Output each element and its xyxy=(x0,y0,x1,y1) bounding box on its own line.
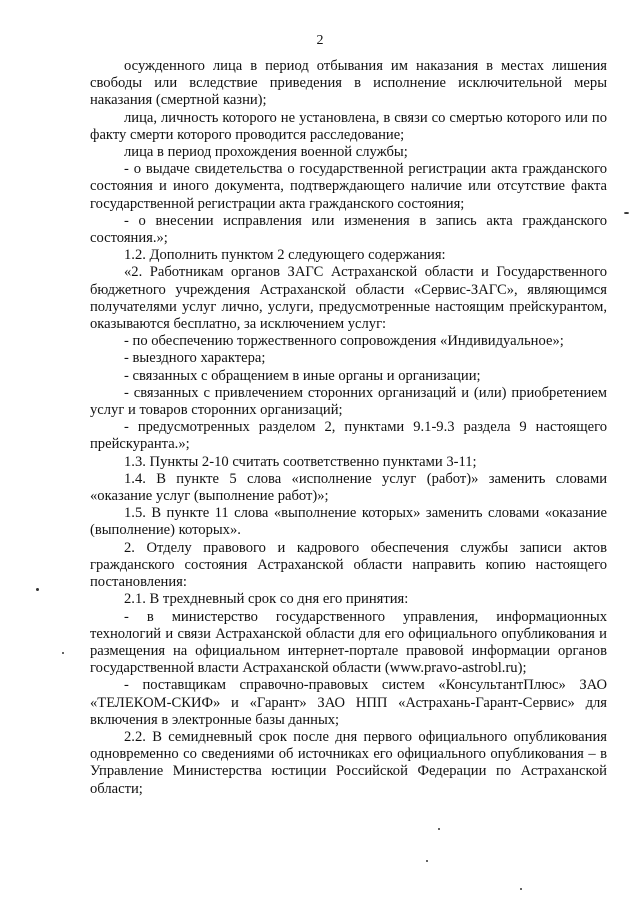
scan-speck xyxy=(624,212,629,214)
paragraph-14: 1.4. В пункте 5 слова «исполнение услуг (работ)» заменить словами «оказание услуг (выполнение работ)»; xyxy=(90,470,607,505)
paragraph-8: - по обеспечению торжественного сопровождения «Индивидуальное»; xyxy=(124,333,564,350)
paragraph-13: 1.3. Пункты 2-10 считать соответственно пунктами 3-11; xyxy=(124,453,477,470)
scan-speck xyxy=(438,828,440,830)
paragraph-12: - предусмотренных разделом 2, пунктами 9.1-9.3 раздела 9 настоящего прейскуранта.»; xyxy=(90,419,607,453)
paragraph-3: лица в период прохождения военной службы; xyxy=(124,144,408,161)
paragraph-17: 2.1. В трехдневный срок со дня его принятия: xyxy=(124,591,409,608)
paragraph-10: - связанных с обращением в иные органы и организации; xyxy=(124,367,481,384)
scan-speck xyxy=(520,888,522,890)
paragraph-6: 1.2. Дополнить пунктом 2 следующего содержания: xyxy=(124,247,446,264)
paragraph-7: «2. Работникам органов ЗАГС Астраханской области и Государственного бюджетного учреждения Астраханской области «Сервис-ЗАГС», являющимся получателями услуг лично, услуги, предусмотренные настоящим прейскурантом, оказываются бесплатно, за исключением услуг: xyxy=(90,264,607,333)
scan-speck xyxy=(36,588,39,591)
paragraph-1: осужденного лица в период отбывания им наказания в местах лишения свободы или вследствие приведения в исполнение исключительной меры наказания (смертной казни); xyxy=(90,58,607,109)
paragraph-19: - поставщикам справочно-правовых систем «КонсультантПлюс» ЗАО «ТЕЛЕКОМ-СКИФ» и «Гарант» ЗАО НПП «Астрахань-Гарант-Сервис» для включения в электронные базы данных; xyxy=(90,677,607,728)
scan-speck xyxy=(426,860,428,862)
paragraph-5: - о внесении исправления или изменения в запись акта гражданского состояния.»; xyxy=(90,212,607,247)
paragraph-2: лица, личность которого не установлена, в связи со смертью которого или по факту смерти которого проводится расследование; xyxy=(90,109,607,143)
page-number: 2 xyxy=(316,33,324,48)
paragraph-9: - выездного характера; xyxy=(124,350,266,367)
paragraph-18: - в министерство государственного управления, информационных технологий и связи Астраханской области для его официального опубликования и размещения на официальном интернет-портале правовой информации органов государственной власти Астраханской области (www.pravo-astrobl.ru); xyxy=(90,608,607,677)
scan-speck xyxy=(62,652,64,654)
document-body xyxy=(90,58,607,798)
paragraph-20: 2.2. В семидневный срок после дня первого официального опубликования одновременно со сведениями об источниках его официального опубликования – в Управление Министерства юстиции Российской Федерации по Астраханской области; xyxy=(90,728,607,797)
paragraph-4: - о выдаче свидетельства о государственной регистрации акта гражданского состояния и иного документа, подтверждающего наличие или отсутствие факта государственной регистрации акта гражданского состояния; xyxy=(90,161,607,212)
paragraph-15: 1.5. В пункте 11 слова «выполнение которых» заменить словами «оказание (выполнение) которых». xyxy=(90,505,607,539)
paragraph-16: 2. Отделу правового и кадрового обеспечения службы записи актов гражданского состояния Астраханской области направить копию настоящего постановления: xyxy=(90,539,607,591)
paragraph-11: - связанных с привлечением сторонних организаций и (или) приобретением услуг и товаров сторонних организаций; xyxy=(90,384,607,419)
